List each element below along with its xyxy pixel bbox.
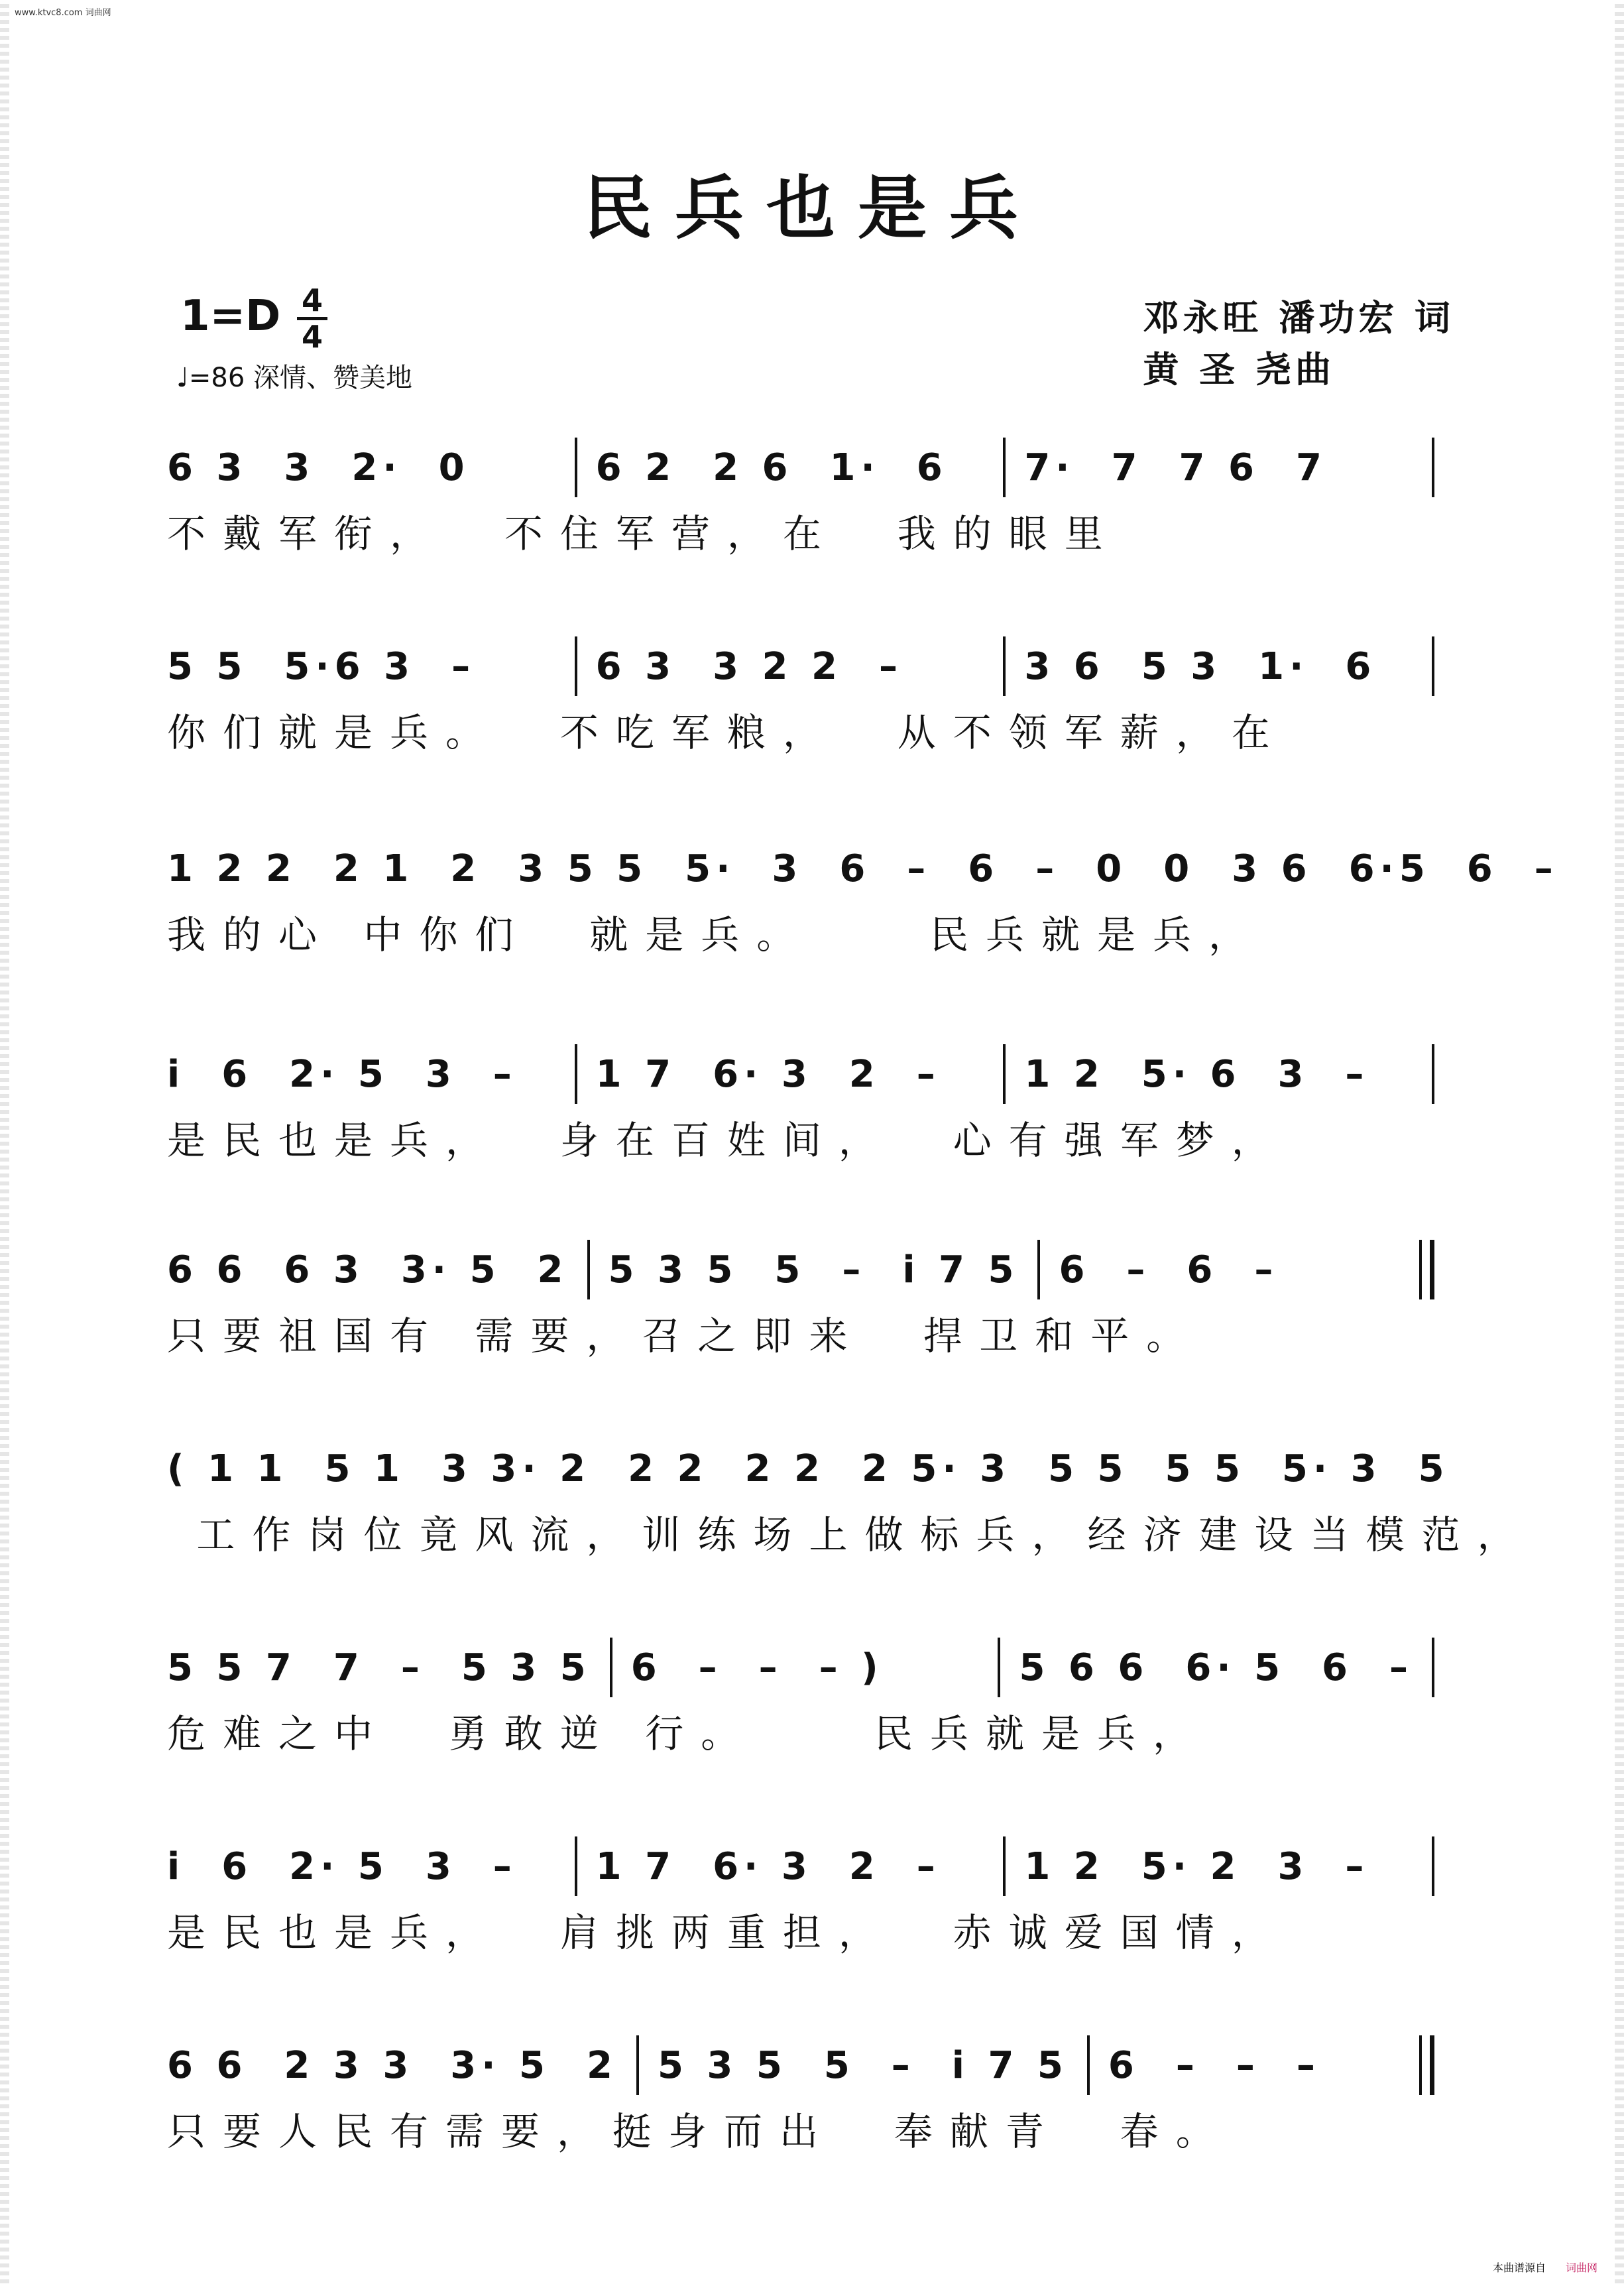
lyrics-line: 不戴军衔， 不住军营，在 我的眼里: [167, 511, 1120, 556]
measure: 6 6 2 3 3 3· 5 2: [167, 2043, 618, 2087]
measure: 5 6 6 6· 5 6 –: [1019, 1646, 1413, 1689]
measure: 5 3 5 5 – i 7 5: [608, 1248, 1019, 1292]
lyricist-credit: 邓永旺 潘功宏 词: [1143, 296, 1454, 339]
barline: [1003, 438, 1006, 497]
notation-line: [167, 1038, 1453, 1111]
lyrics-line: 只要人民有需要，挺身而出 奉献青 春。: [167, 2109, 1232, 2154]
key-signature: 1=D: [180, 292, 281, 341]
measure: 7· 7 7 6 7: [1024, 446, 1327, 489]
tempo-marking: ♩=86 深情、赞美地: [176, 363, 412, 393]
notation-line: [167, 1830, 1453, 1903]
notation-line: [167, 630, 1453, 703]
barline: [1432, 438, 1434, 497]
measure: 5 5 5 5 5· 3 5: [1048, 1447, 1450, 1490]
score-line: [167, 1631, 1453, 1764]
notation-line: [167, 431, 1453, 504]
score-line: [167, 1830, 1453, 1962]
lyrics-line: 危难之中 勇敢逆 行。 民兵就是兵，: [167, 1711, 1209, 1756]
measure: 1 2 5· 6 3 –: [1024, 1052, 1369, 1096]
measure: 6 – 0 0: [968, 847, 1195, 890]
barline: [1432, 636, 1434, 696]
measure: 3 6 6·5 6 –: [1232, 847, 1558, 890]
measure: 3 6 5 3 1· 6: [1024, 644, 1377, 688]
time-signature-top: 4: [301, 282, 323, 318]
barline: [1432, 1836, 1434, 1896]
barline: [1432, 1044, 1434, 1104]
barline: [587, 1240, 590, 1299]
barline: [636, 2035, 639, 2095]
score-line: [167, 1432, 1533, 1565]
measure: 5 5 5·6 3 –: [167, 644, 476, 688]
measure: i 6 2· 5 3 –: [167, 1052, 517, 1096]
score-line: [167, 630, 1453, 762]
measure: 6 3 3 2· 0: [167, 446, 470, 489]
time-signature: [297, 284, 327, 353]
measure: 5 3 5 5 – i 7 5: [657, 2043, 1069, 2087]
measure: 6 – 6 –: [1059, 1248, 1279, 1292]
song-title: 民兵也是兵: [583, 167, 1041, 249]
measure: 6 2 2 6 1· 6: [595, 446, 948, 489]
measure: 5· 3 6 –: [685, 847, 931, 890]
notation-line: [167, 832, 1558, 905]
lyrics-line: 我的心 中你们 就是兵。 民兵就是兵，: [167, 912, 1265, 957]
left-border-pattern: [0, 0, 9, 2284]
barline: [575, 438, 577, 497]
site-watermark: www.ktvc8.com 词曲网: [15, 8, 111, 18]
measure: 1 2 2 2 1 2 3 5 5: [167, 847, 648, 890]
barline: [1087, 2035, 1090, 2095]
barline: [1003, 1044, 1006, 1104]
score-line: [167, 2029, 1453, 2161]
notation-line: [167, 1631, 1453, 1704]
measure: 2 2 2 2 2 5· 3: [628, 1447, 1012, 1490]
measure: 6 6 6 3 3· 5 2: [167, 1248, 569, 1292]
barline: [1432, 1638, 1434, 1697]
lyrics-line: 只要祖国有 需要，召之即来 捍卫和平。: [167, 1313, 1202, 1358]
measure: 6 3 3 2 2 –: [595, 644, 903, 688]
score-line: [167, 1233, 1453, 1366]
lyrics-line: 你们就是兵。 不吃军粮， 从不领军薪，在: [167, 710, 1287, 755]
footer-brand: 词曲网: [1565, 2261, 1597, 2274]
measure: 6 – – –: [1108, 2043, 1320, 2087]
barline: [1003, 636, 1006, 696]
barline: [575, 1044, 577, 1104]
barline: [998, 1638, 1000, 1697]
footer-text: 本曲谱源自: [1492, 2261, 1546, 2274]
barline: [1003, 1836, 1006, 1896]
measure: 5 5 7 7 – 5 3 5: [167, 1646, 591, 1689]
right-border-pattern: [1615, 0, 1624, 2284]
lyrics-line: 是民也是兵， 身在百姓间， 心有强军梦，: [167, 1118, 1287, 1163]
credits: [1143, 292, 1454, 395]
footer: [1493, 2259, 1597, 2275]
time-signature-bottom: 4: [301, 319, 323, 355]
composer-credit: 黄 圣 尧曲: [1143, 348, 1335, 391]
measure: 1 2 5· 2 3 –: [1024, 1844, 1369, 1888]
notation-line: [167, 1233, 1453, 1306]
barline: [575, 1836, 577, 1896]
score-line: [167, 832, 1558, 965]
measure: 1 7 6· 3 2 –: [595, 1844, 941, 1888]
barline: [610, 1638, 612, 1697]
measure: ( 1 1 5 1 3 3· 2: [167, 1447, 591, 1490]
measure: 6 – – – ): [630, 1646, 884, 1689]
measure: 1 7 6· 3 2 –: [595, 1052, 941, 1096]
barline: [1419, 1240, 1434, 1299]
barline: [575, 636, 577, 696]
score-line: [167, 1038, 1453, 1170]
notation-line: [167, 2029, 1453, 2102]
measure: i 6 2· 5 3 –: [167, 1844, 517, 1888]
lyrics-line: 是民也是兵， 肩挑两重担， 赤诚爱国情，: [167, 1910, 1287, 1955]
lyrics-line: 工作岗位竟风流，训练场上做标兵，经济建设当模范，: [167, 1512, 1533, 1557]
score-line: [167, 431, 1453, 564]
barline: [1037, 1240, 1040, 1299]
notation-line: [167, 1432, 1453, 1505]
barline: [1419, 2035, 1434, 2095]
